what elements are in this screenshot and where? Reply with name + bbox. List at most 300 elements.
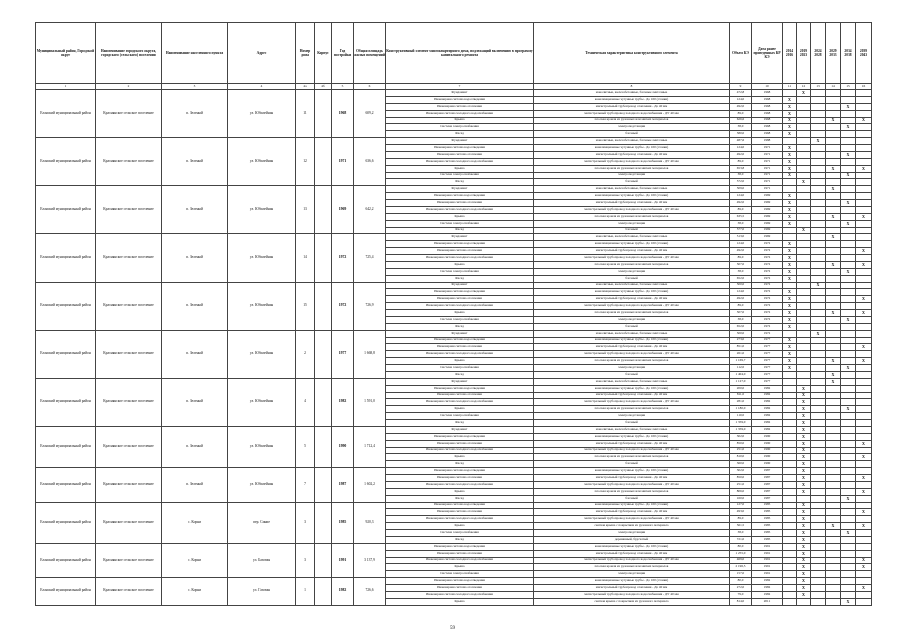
period-2029-2033-cell — [826, 392, 841, 399]
period-2014-2016-cell: X — [783, 220, 797, 227]
page-number: 59 — [450, 626, 455, 631]
last-repair-date-cell: 1972 — [752, 261, 783, 268]
period-2029-2033-cell — [826, 536, 841, 543]
period-2024-2028-cell — [811, 598, 826, 605]
document-page — [35, 22, 871, 606]
volume-cell: 124,0 — [730, 96, 752, 103]
period-2029-2033-cell — [826, 172, 841, 179]
period-2034-2038-cell — [841, 564, 856, 571]
last-repair-date-cell: 1987 — [752, 495, 783, 502]
period-2039-2043-cell — [856, 337, 872, 344]
period-2039-2043-cell — [856, 371, 872, 378]
volume-cell: 492,0 — [730, 103, 752, 110]
volume-cell: 580,0 — [730, 131, 752, 138]
period-2039-2043-cell — [856, 172, 872, 179]
characteristic-cell: магистральный трубопровод холодного водоснабжения - ДУ 40 мм — [534, 481, 730, 488]
period-2029-2033-cell — [826, 179, 841, 186]
period-2039-2043-cell: X — [856, 358, 872, 365]
street-cell: ул. Юбилейная — [228, 234, 296, 282]
last-repair-date-cell: 1968 — [752, 124, 783, 131]
last-repair-date-cell: 1977 — [752, 351, 783, 358]
period-2014-2016-cell: X — [783, 124, 797, 131]
period-2014-2016-cell: X — [783, 316, 797, 323]
period-2024-2028-cell — [811, 316, 826, 323]
column-number: 16 — [856, 84, 872, 90]
house-number-cell: 3 — [296, 543, 315, 577]
period-2039-2043-cell — [856, 234, 872, 241]
last-repair-date-cell: 1972 — [752, 310, 783, 317]
element-cell: Фундамент — [386, 378, 534, 385]
period-2039-2043-cell: X — [856, 344, 872, 351]
construction-year-cell: 1972 — [332, 282, 354, 330]
period-2019-2023-cell — [797, 145, 811, 152]
floor-area-cell: 1 591,0 — [354, 378, 386, 426]
period-2029-2033-cell — [826, 591, 841, 598]
period-2014-2016-cell: X — [783, 275, 797, 282]
last-repair-date-cell: 1982 — [752, 426, 783, 433]
period-2034-2038-cell — [841, 330, 856, 337]
locality-cell: с. Корни — [162, 578, 228, 606]
period-2039-2043-cell — [856, 495, 872, 502]
period-2039-2043-cell — [856, 550, 872, 557]
period-2029-2033-cell — [826, 103, 841, 110]
element-cell: Инженерная система отопления — [386, 550, 534, 557]
period-2014-2016-cell — [783, 227, 797, 234]
volume-cell: 89,0 — [730, 516, 752, 523]
house-number-cell: 14 — [296, 234, 315, 282]
element-cell: Инженерная система холодного водоснабжения — [386, 557, 534, 564]
period-2034-2038-cell — [841, 337, 856, 344]
period-2029-2033-cell: X — [826, 117, 841, 124]
period-2029-2033-cell — [826, 564, 841, 571]
period-2019-2023-cell — [797, 117, 811, 124]
characteristic-cell: электроподстанция — [534, 316, 730, 323]
last-repair-date-cell: 1982 — [752, 406, 783, 413]
last-repair-date-cell: 1972 — [752, 255, 783, 262]
element-cell: Система электроснабжения — [386, 530, 534, 537]
period-2014-2016-cell — [783, 454, 797, 461]
period-2014-2016-cell — [783, 468, 797, 475]
period-2019-2023-cell: X — [797, 488, 811, 495]
construction-year-cell: 1982 — [332, 378, 354, 426]
column-number: 2 — [96, 84, 162, 90]
volume-cell: 487,6 — [730, 138, 752, 145]
characteristic-cell: магистральный трубопровод холодного водоснабжения - ДУ 40 мм — [534, 110, 730, 117]
period-2034-2038-cell — [841, 454, 856, 461]
period-2024-2028-cell — [811, 523, 826, 530]
last-repair-date-cell: 1982 — [752, 420, 783, 427]
characteristic-cell: деревянный, брусчатый — [534, 536, 730, 543]
characteristic-cell: магистральный трубопровод холодного водоснабжения - ДУ 40 мм — [534, 591, 730, 598]
volume-cell: 38,0 — [730, 530, 752, 537]
period-2039-2043-cell — [856, 303, 872, 310]
period-2014-2016-cell — [783, 516, 797, 523]
period-2019-2023-cell — [797, 151, 811, 158]
period-2039-2043-cell — [856, 131, 872, 138]
period-2039-2043-cell: X — [856, 557, 872, 564]
period-2024-2028-cell — [811, 248, 826, 255]
period-2034-2038-cell — [841, 433, 856, 440]
period-2034-2038-cell — [841, 179, 856, 186]
period-2034-2038-cell — [841, 516, 856, 523]
table-row — [36, 468, 872, 475]
settlement-cell: Краснянское сельское поселение — [96, 282, 162, 330]
period-2024-2028-cell — [811, 255, 826, 262]
period-2034-2038-cell — [841, 543, 856, 550]
period-2039-2043-cell — [856, 289, 872, 296]
period-2014-2016-cell — [783, 502, 797, 509]
period-2014-2016-cell — [783, 234, 797, 241]
period-2014-2016-cell — [783, 413, 797, 420]
period-2029-2033-cell — [826, 145, 841, 152]
volume-cell: 110,0 — [730, 413, 752, 420]
period-2029-2033-cell — [826, 481, 841, 488]
column-header: 2034 2038 — [841, 23, 856, 84]
volume-cell: 157,0 — [730, 571, 752, 578]
volume-cell: 810,0 — [730, 454, 752, 461]
period-2034-2038-cell — [841, 420, 856, 427]
last-repair-date-cell: 1972 — [752, 282, 783, 289]
house-number-cell: 7 — [296, 468, 315, 502]
element-cell: Инженерная система отопления — [386, 440, 534, 447]
volume-cell: 79,0 — [730, 591, 752, 598]
characteristic-cell: магистральный трубопровод холодного водоснабжения - ДУ 40 мм — [534, 557, 730, 564]
characteristic-cell: канализационные чугунные трубы - До 100 (стояки) — [534, 96, 730, 103]
period-2019-2023-cell — [797, 234, 811, 241]
last-repair-date-cell: 1985 — [752, 516, 783, 523]
street-cell: ул. Юбилейная — [228, 330, 296, 378]
period-2039-2043-cell: X — [856, 488, 872, 495]
period-2024-2028-cell — [811, 261, 826, 268]
period-2014-2016-cell — [783, 585, 797, 592]
last-repair-date-cell: 1990 — [752, 454, 783, 461]
period-2014-2016-cell — [783, 564, 797, 571]
last-repair-date-cell: 1987 — [752, 481, 783, 488]
period-2039-2043-cell — [856, 220, 872, 227]
period-2019-2023-cell: X — [797, 530, 811, 537]
period-2039-2043-cell — [856, 103, 872, 110]
characteristic-cell: плоская кровля из рулонных или мягких материалов — [534, 454, 730, 461]
period-2029-2033-cell — [826, 530, 841, 537]
construction-year-cell: 1972 — [332, 234, 354, 282]
period-2014-2016-cell — [783, 420, 797, 427]
period-2019-2023-cell — [797, 289, 811, 296]
period-2024-2028-cell — [811, 227, 826, 234]
period-2019-2023-cell — [797, 96, 811, 103]
period-2019-2023-cell — [797, 248, 811, 255]
period-2014-2016-cell — [783, 578, 797, 585]
period-2024-2028-cell — [811, 468, 826, 475]
characteristic-cell: магистральный трубопровод холодного водоснабжения - ДУ 40 мм — [534, 206, 730, 213]
column-number: 13 — [811, 84, 826, 90]
last-repair-date-cell: 1987 — [752, 488, 783, 495]
last-repair-date-cell: 1969 — [752, 220, 783, 227]
floor-area-cell: 3 137,9 — [354, 543, 386, 577]
last-repair-date-cell: 1968 — [752, 103, 783, 110]
period-2024-2028-cell — [811, 591, 826, 598]
period-2039-2043-cell — [856, 543, 872, 550]
period-2039-2043-cell — [856, 282, 872, 289]
period-2024-2028-cell — [811, 392, 826, 399]
period-2019-2023-cell: X — [797, 564, 811, 571]
period-2024-2028-cell — [811, 213, 826, 220]
last-repair-date-cell: 1982 — [752, 413, 783, 420]
period-2029-2033-cell — [826, 598, 841, 605]
district-cell: Еланский муниципальный район — [36, 468, 96, 502]
period-2014-2016-cell — [783, 461, 797, 468]
period-2019-2023-cell — [797, 158, 811, 165]
building-cell — [315, 90, 332, 138]
period-2029-2033-cell — [826, 158, 841, 165]
period-2039-2043-cell — [856, 468, 872, 475]
last-repair-date-cell: 1982 — [752, 591, 783, 598]
last-repair-date-cell: 1972 — [752, 275, 783, 282]
last-repair-date-cell: 1971 — [752, 172, 783, 179]
period-2024-2028-cell — [811, 158, 826, 165]
period-2039-2043-cell: X — [856, 523, 872, 530]
volume-cell: 1 127,0 — [730, 378, 752, 385]
element-cell: Инженерная система холодного водоснабжения — [386, 158, 534, 165]
period-2034-2038-cell — [841, 585, 856, 592]
characteristic-cell: электроподстанция — [534, 530, 730, 537]
period-2014-2016-cell — [783, 495, 797, 502]
period-2029-2033-cell — [826, 200, 841, 207]
period-2039-2043-cell — [856, 268, 872, 275]
volume-cell: 89,0 — [730, 303, 752, 310]
element-cell: Фасад — [386, 536, 534, 543]
characteristic-cell: монолитные, железобетонные, блочные ленточные — [534, 378, 730, 385]
characteristic-cell: плоская кровля из рулонных или мягких материалов — [534, 310, 730, 317]
volume-cell: 80,0 — [730, 578, 752, 585]
characteristic-cell: блочный — [534, 179, 730, 186]
element-cell: Инженерная система холодного водоснабжения — [386, 303, 534, 310]
settlement-cell: Краснянское сельское поселение — [96, 90, 162, 138]
floor-area-cell: 726,9 — [354, 282, 386, 330]
period-2039-2043-cell: X — [856, 475, 872, 482]
construction-year-cell: 1971 — [332, 138, 354, 186]
building-cell — [315, 330, 332, 378]
table-row — [36, 234, 872, 241]
period-2034-2038-cell: X — [841, 406, 856, 413]
column-header: Корпус — [315, 23, 332, 84]
locality-cell: п. Зеленый — [162, 234, 228, 282]
period-2024-2028-cell — [811, 117, 826, 124]
period-2029-2033-cell — [826, 557, 841, 564]
period-2034-2038-cell — [841, 344, 856, 351]
volume-cell: 509,0 — [730, 186, 752, 193]
period-2024-2028-cell — [811, 323, 826, 330]
period-2034-2038-cell — [841, 440, 856, 447]
volume-cell: 124,0 — [730, 145, 752, 152]
period-2039-2043-cell — [856, 241, 872, 248]
period-2024-2028-cell — [811, 220, 826, 227]
period-2014-2016-cell — [783, 330, 797, 337]
locality-cell: п. Зеленый — [162, 138, 228, 186]
period-2029-2033-cell: X — [826, 358, 841, 365]
street-cell: ул. Юбилейная — [228, 468, 296, 502]
last-repair-date-cell: 1991 — [752, 571, 783, 578]
period-2024-2028-cell — [811, 585, 826, 592]
last-repair-date-cell: 1991 — [752, 550, 783, 557]
street-cell: ул. Юбилейная — [228, 90, 296, 138]
period-2034-2038-cell — [841, 426, 856, 433]
period-2024-2028-cell — [811, 530, 826, 537]
volume-cell: 89,0 — [730, 206, 752, 213]
locality-cell: п. Зеленый — [162, 468, 228, 502]
volume-cell: 1 255,0 — [730, 550, 752, 557]
last-repair-date-cell: 1987 — [752, 468, 783, 475]
volume-cell: 500,0 — [730, 330, 752, 337]
construction-year-cell: 1977 — [332, 330, 354, 378]
period-2024-2028-cell — [811, 200, 826, 207]
period-2034-2038-cell: X — [841, 151, 856, 158]
period-2034-2038-cell — [841, 557, 856, 564]
period-2014-2016-cell — [783, 440, 797, 447]
characteristic-cell: блочный — [534, 131, 730, 138]
district-cell: Еланский муниципальный район — [36, 578, 96, 606]
last-repair-date-cell: 1985 — [752, 502, 783, 509]
construction-year-cell: 1969 — [332, 186, 354, 234]
period-2014-2016-cell: X — [783, 193, 797, 200]
period-2039-2043-cell: X — [856, 564, 872, 571]
period-2024-2028-cell — [811, 536, 826, 543]
characteristic-cell: канализационные чугунные трубы - До 100 (стояки) — [534, 193, 730, 200]
period-2019-2023-cell: X — [797, 440, 811, 447]
period-2024-2028-cell — [811, 145, 826, 152]
last-repair-date-cell: 1972 — [752, 289, 783, 296]
last-repair-date-cell: 1982 — [752, 578, 783, 585]
period-2034-2038-cell: X — [841, 598, 856, 605]
element-cell: Фасад — [386, 420, 534, 427]
period-2039-2043-cell — [856, 206, 872, 213]
last-repair-date-cell: 1987 — [752, 475, 783, 482]
characteristic-cell: плоская кровля из рулонных или мягких материалов — [534, 406, 730, 413]
period-2014-2016-cell — [783, 488, 797, 495]
period-2039-2043-cell — [856, 151, 872, 158]
construction-year-cell: 1990 — [332, 426, 354, 467]
period-2024-2028-cell — [811, 186, 826, 193]
element-cell: Система электроснабжения — [386, 571, 534, 578]
period-2019-2023-cell — [797, 337, 811, 344]
volume-cell: 513,0 — [730, 234, 752, 241]
period-2039-2043-cell — [856, 481, 872, 488]
last-repair-date-cell: 1969 — [752, 227, 783, 234]
column-number: 1 — [36, 84, 96, 90]
characteristic-cell: монолитные, железобетонные, блочные ленточные — [534, 426, 730, 433]
period-2014-2016-cell — [783, 392, 797, 399]
period-2024-2028-cell — [811, 179, 826, 186]
column-number: 4а — [296, 84, 315, 90]
period-2014-2016-cell — [783, 509, 797, 516]
volume-cell: 561,5 — [730, 523, 752, 530]
characteristic-cell: электроподстанция — [534, 413, 730, 420]
period-2029-2033-cell — [826, 227, 841, 234]
characteristic-cell: плоская кровля из рулонных или мягких материалов — [534, 358, 730, 365]
column-number: 11 — [783, 84, 797, 90]
period-2034-2038-cell: X — [841, 530, 856, 537]
period-2014-2016-cell — [783, 591, 797, 598]
period-2014-2016-cell: X — [783, 206, 797, 213]
period-2019-2023-cell: X — [797, 509, 811, 516]
period-2024-2028-cell — [811, 289, 826, 296]
period-2039-2043-cell: X — [856, 213, 872, 220]
element-cell: Инженерная система холодного водоснабжения — [386, 516, 534, 523]
period-2034-2038-cell — [841, 536, 856, 543]
period-2014-2016-cell: X — [783, 213, 797, 220]
period-2014-2016-cell: X — [783, 131, 797, 138]
last-repair-date-cell: 1985 — [752, 509, 783, 516]
characteristic-cell: магистральный трубопровод холодного водоснабжения - ДУ 40 мм — [534, 516, 730, 523]
characteristic-cell: магистральный трубопровод холодного водоснабжения - ДУ 40 мм — [534, 255, 730, 262]
volume-cell: 507,0 — [730, 261, 752, 268]
period-2019-2023-cell — [797, 358, 811, 365]
settlement-cell: Краснянское сельское поселение — [96, 426, 162, 467]
period-2019-2023-cell — [797, 172, 811, 179]
street-cell: ул. Газовая — [228, 578, 296, 606]
period-2029-2033-cell — [826, 289, 841, 296]
volume-cell: 89,0 — [730, 110, 752, 117]
period-2019-2023-cell: X — [797, 385, 811, 392]
period-2039-2043-cell: X — [856, 117, 872, 124]
column-number: 7 — [386, 84, 534, 90]
period-2024-2028-cell — [811, 378, 826, 385]
construction-year-cell: 1982 — [332, 578, 354, 606]
floor-area-cell: 1 668,8 — [354, 330, 386, 378]
period-2024-2028-cell — [811, 351, 826, 358]
last-repair-date-cell: 1971 — [752, 158, 783, 165]
period-2029-2033-cell — [826, 406, 841, 413]
element-cell: Фундамент — [386, 138, 534, 145]
period-2014-2016-cell: X — [783, 200, 797, 207]
element-cell: Инженерная система отопления — [386, 344, 534, 351]
period-2024-2028-cell — [811, 172, 826, 179]
element-cell: Инженерная система отопления — [386, 151, 534, 158]
characteristic-cell: блочный — [534, 461, 730, 468]
element-cell: Инженерная система холодного водоснабжения — [386, 447, 534, 454]
period-2034-2038-cell — [841, 475, 856, 482]
district-cell: Еланский муниципальный район — [36, 186, 96, 234]
element-cell: Фундамент — [386, 330, 534, 337]
volume-cell: 124,0 — [730, 193, 752, 200]
period-2034-2038-cell: X — [841, 495, 856, 502]
settlement-cell: Краснянское сельское поселение — [96, 578, 162, 606]
period-2029-2033-cell — [826, 385, 841, 392]
period-2039-2043-cell: X — [856, 585, 872, 592]
house-number-cell: 1 — [296, 578, 315, 606]
volume-cell: 1 169,7 — [730, 358, 752, 365]
house-number-cell: 5 — [296, 426, 315, 467]
period-2019-2023-cell — [797, 200, 811, 207]
district-cell: Еланский муниципальный район — [36, 234, 96, 282]
period-2034-2038-cell — [841, 145, 856, 152]
period-2019-2023-cell: X — [797, 406, 811, 413]
period-2019-2023-cell: X — [797, 447, 811, 454]
floor-area-cell: 920,3 — [354, 502, 386, 543]
period-2014-2016-cell — [783, 378, 797, 385]
period-2014-2016-cell: X — [783, 248, 797, 255]
element-cell: Инженерная система водоотведения — [386, 468, 534, 475]
locality-cell: с. Корни — [162, 502, 228, 543]
last-repair-date-cell: 1977 — [752, 344, 783, 351]
element-cell: Фундамент — [386, 426, 534, 433]
last-repair-date-cell: 1971 — [752, 179, 783, 186]
period-2014-2016-cell — [783, 523, 797, 530]
characteristic-cell: монолитные, железобетонные, блочные ленточные — [534, 234, 730, 241]
volume-cell: 814,0 — [730, 598, 752, 605]
characteristic-cell: скатная крыша с покрытием из рулонного материала — [534, 523, 730, 530]
period-2034-2038-cell — [841, 248, 856, 255]
period-2039-2043-cell — [856, 323, 872, 330]
